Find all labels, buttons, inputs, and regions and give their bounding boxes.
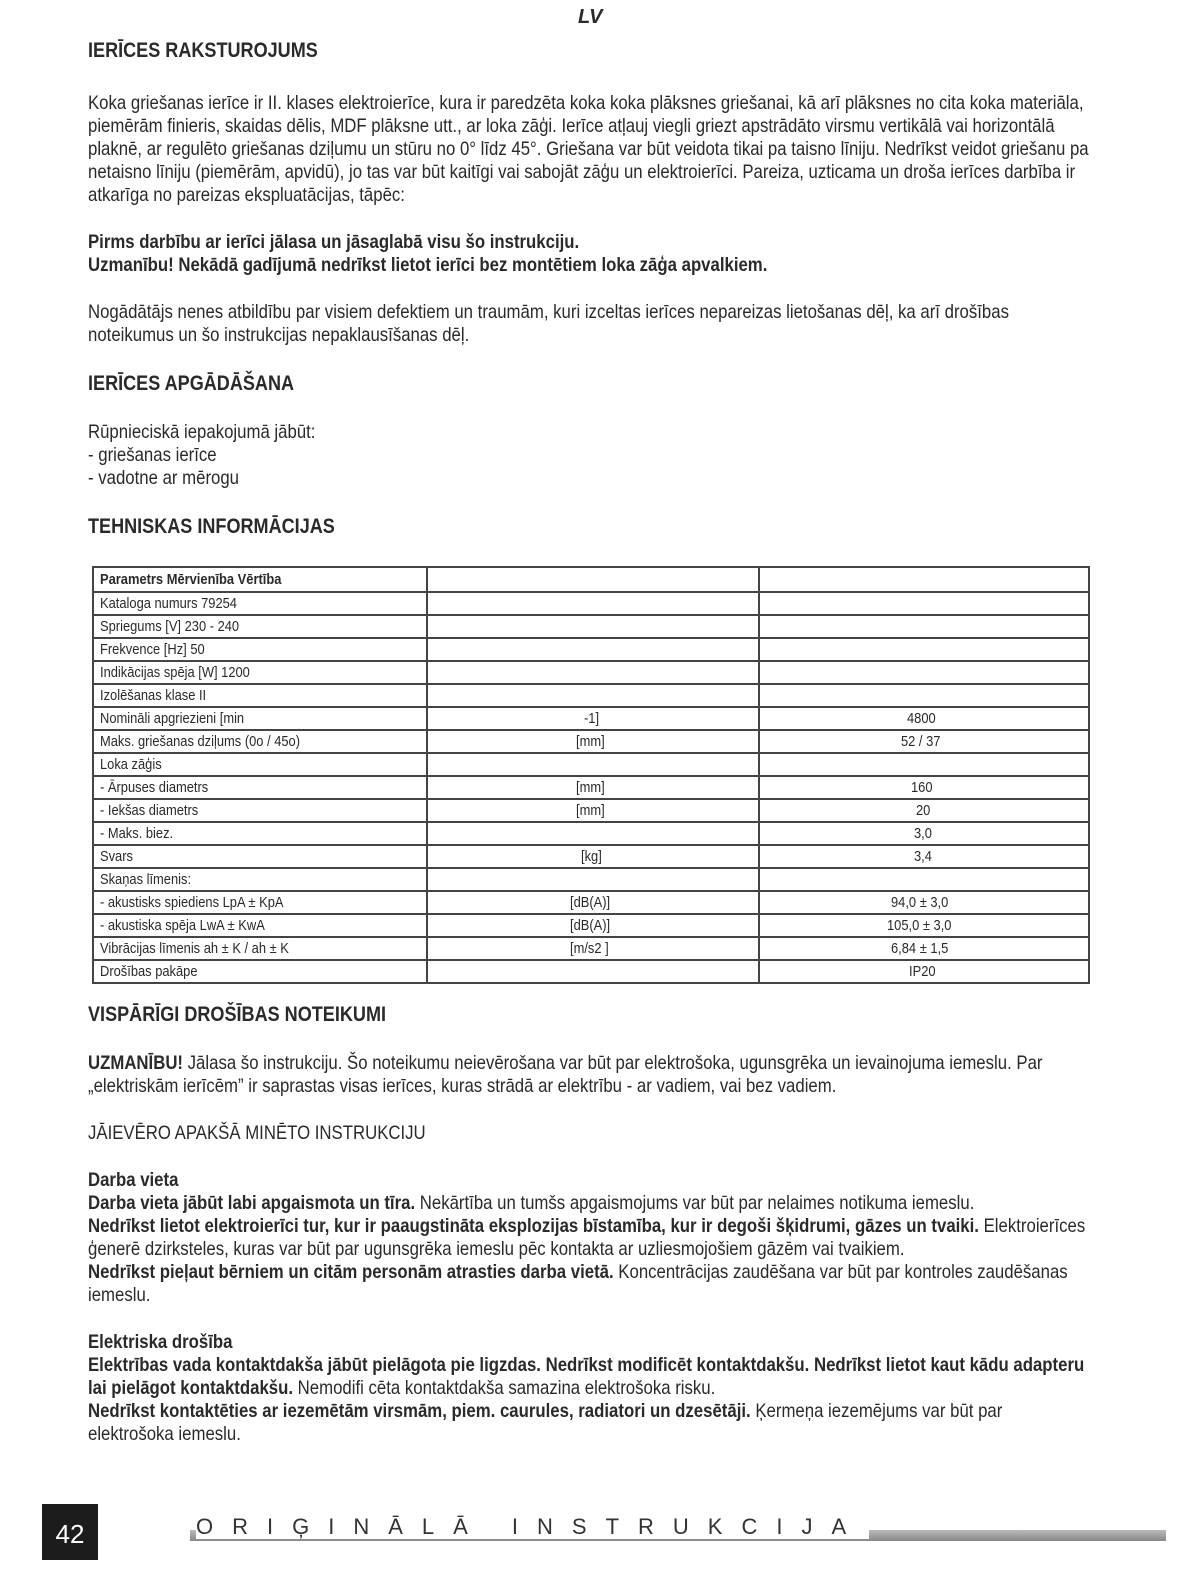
paragraph-liability: Nogādātājs nenes atbildību par visiem defektiem un traumām, kuri izceltas ierīces nepareizas lietošanas dēļ, ka arī drošības noteikumus un šo instrukcijas nepaklausīšanas dēļ. xyxy=(88,301,1009,346)
content-safety xyxy=(88,1002,1092,1446)
table-row xyxy=(93,638,1089,661)
table-row xyxy=(93,684,1089,707)
table-cell xyxy=(427,753,759,776)
table-cell: Spriegums [V] 230 - 240 xyxy=(93,615,427,638)
table-cell: [dB(A)] xyxy=(427,914,759,937)
subheading-workspace: Darba vieta xyxy=(88,1169,179,1191)
table-row xyxy=(93,822,1089,845)
paragraph-warning: UZMANĪBU! Jālasa šo instrukciju. Šo noteikumu neievērošana var būt par elektrošoka, ugunsgrēka un ievainojuma iemeslu. Par „elektriskām ierīcēm” ir saprastas visas ierīces, kuras strādā ar elektrību - ar vadiem, vai bez vadiem. xyxy=(88,1052,1043,1097)
table-cell: Frekvence [Hz] 50 xyxy=(93,638,427,661)
table-row xyxy=(93,776,1089,799)
table-cell xyxy=(759,592,1089,615)
table-cell: [dB(A)] xyxy=(427,891,759,914)
paragraph-workspace-1: Darba vieta jābūt labi apgaismota un tīra. Nekārtība un tumšs apgaismojums var būt par nelaimes notikuma iemeslu. xyxy=(88,1192,975,1214)
paragraph-workspace-3: Nedrīkst pieļaut bērniem un citām personām atrasties darba vietā. Koncentrācijas zaudēšana var būt par kontroles zaudēšanas iemeslu. xyxy=(88,1261,1068,1306)
paragraph-electrical-2: Nedrīkst kontaktēties ar iezemētām virsmām, piem. caurules, radiatori un dzesētāji. Ķermeņa iezemējums var būt par elektrošoka iemeslu. xyxy=(88,1400,1003,1445)
table-cell xyxy=(427,684,759,707)
table-cell: 4800 xyxy=(759,707,1089,730)
table-cell: 94,0 ± 3,0 xyxy=(759,891,1089,914)
table-cell xyxy=(759,684,1089,707)
table-header-cell: Parametrs Mērvienība Vērtība xyxy=(93,567,427,592)
table-cell xyxy=(427,615,759,638)
table-cell: Kataloga numurs 79254 xyxy=(93,592,427,615)
table-row xyxy=(93,615,1089,638)
table-cell: Skaņas līmenis: xyxy=(93,868,427,891)
table-cell: [mm] xyxy=(427,776,759,799)
table-header-cell xyxy=(427,567,759,592)
paragraph-description: Koka griešanas ierīce ir II. klases elektroierīce, kura ir paredzēta koka koka plāksnes griešanai, kā arī plāksnes no cita koka materiāla, piemērām finieris, skaidas dēlis, MDF plāksne utt., ar loka zāģi. Ierīce atļauj viegli griezt apstrādāto virsmu vertikālā vai horizontālā plaknē, ar regulēto griešanas dziļumu un stūru no 0° līdz 45°. Griešana var būt veidota tikai pa taisno līniju. Nedrīkst veidot griešanu pa netaisno līniju (piemērām, apvidū), jo tas var būt kaitīgi vai sabojāt zāģu un elektroierīci. Pareiza, uzticama un droša ierīces darbība ir atkarīga no pareizas ekspluatācijas, tāpēc: xyxy=(88,92,1089,206)
table-cell: [mm] xyxy=(427,730,759,753)
table-cell: Izolēšanas klase II xyxy=(93,684,427,707)
table-cell xyxy=(759,661,1089,684)
table-cell: [m/s2 ] xyxy=(427,937,759,960)
table-cell xyxy=(427,661,759,684)
page-number: 42 xyxy=(42,1504,98,1560)
table-row xyxy=(93,937,1089,960)
subheading-electrical: Elektriska drošība xyxy=(88,1331,233,1353)
table-row xyxy=(93,592,1089,615)
table-row xyxy=(93,960,1089,983)
follow-instruction: JĀIEVĒRO APAKŠĀ MINĒTO INSTRUKCIJU xyxy=(88,1122,426,1144)
table-cell xyxy=(759,753,1089,776)
table-cell: Drošības pakāpe xyxy=(93,960,427,983)
table-cell: 3,0 xyxy=(759,822,1089,845)
table-cell: 3,4 xyxy=(759,845,1089,868)
supply-intro: Rūpnieciskā iepakojumā jābūt: xyxy=(88,421,316,443)
table-header-cell xyxy=(759,567,1089,592)
table-row xyxy=(93,845,1089,868)
table-cell: Loka zāģis xyxy=(93,753,427,776)
table-row xyxy=(93,868,1089,891)
table-cell: Vibrācijas līmenis ah ± K / ah ± K xyxy=(93,937,427,960)
technical-table xyxy=(92,566,1090,984)
table-cell xyxy=(759,638,1089,661)
table-cell: 20 xyxy=(759,799,1089,822)
table-cell: 160 xyxy=(759,776,1089,799)
table-row xyxy=(93,799,1089,822)
table-cell: IP20 xyxy=(759,960,1089,983)
table-cell: - akustiska spēja LwA ± KwA xyxy=(93,914,427,937)
table-cell xyxy=(427,592,759,615)
table-cell: - akustisks spiediens LpA ± KpA xyxy=(93,891,427,914)
supply-list xyxy=(88,421,1090,490)
table-cell: [kg] xyxy=(427,845,759,868)
bold-notice-read: Pirms darbību ar ierīci jālasa un jāsaglabā visu šo instrukciju. xyxy=(88,231,580,253)
section-title-technical: TEHNISKAS INFORMĀCIJAS xyxy=(88,515,335,538)
language-code: LV xyxy=(578,6,603,28)
section-title-characteristics: IERĪCES RAKSTUROJUMS xyxy=(88,39,318,62)
table-cell xyxy=(759,868,1089,891)
table-cell: - Maks. biez. xyxy=(93,822,427,845)
table-cell: Indikācijas spēja [W] 1200 xyxy=(93,661,427,684)
table-cell: Svars xyxy=(93,845,427,868)
paragraph-workspace-2: Nedrīkst lietot elektroierīci tur, kur ir paaugstināta eksplozijas bīstamība, kur ir degoši šķidrumi, gāzes un tvaiki. Elektroierīces ģenerē dzirksteles, kuras var būt par ugunsgrēka iemeslu pēc kontakta ar uzliesmojošiem gāzēm vai tvaikiem. xyxy=(88,1215,1086,1260)
table-cell: 6,84 ± 1,5 xyxy=(759,937,1089,960)
table-row xyxy=(93,891,1089,914)
table-row xyxy=(93,753,1089,776)
table-cell: -1] xyxy=(427,707,759,730)
bold-notice-warning: Uzmanību! Nekādā gadījumā nedrīkst lietot ierīci bez montētiem loka zāģa apvalkiem. xyxy=(88,254,768,276)
table-cell: 52 / 37 xyxy=(759,730,1089,753)
footer-title: ORIĢINĀLĀ INSTRUKCIJA xyxy=(196,1514,869,1540)
table-cell: [mm] xyxy=(427,799,759,822)
table-cell xyxy=(427,638,759,661)
table-row xyxy=(93,707,1089,730)
table-row xyxy=(93,914,1089,937)
list-item: - griešanas ierīce xyxy=(88,444,217,466)
table-cell xyxy=(427,822,759,845)
content-top xyxy=(88,38,1092,540)
table-row xyxy=(93,730,1089,753)
table-row xyxy=(93,661,1089,684)
paragraph-electrical-1: Elektrības vada kontaktdakša jābūt pielāgota pie ligzdas. Nedrīkst modificēt kontaktdakšu. Nedrīkst lietot kaut kādu adapteru lai pielāgot kontaktdakšu. Nemodifi cēta kontaktdakša samazina elektrošoka risku. xyxy=(88,1354,1085,1399)
table-cell: - Ārpuses diametrs xyxy=(93,776,427,799)
table-cell: Nomināli apgriezieni [min xyxy=(93,707,427,730)
section-title-supply: IERĪCES APGĀDĀŠANA xyxy=(88,372,295,395)
table-cell xyxy=(427,868,759,891)
table-cell: 105,0 ± 3,0 xyxy=(759,914,1089,937)
table-cell xyxy=(427,960,759,983)
section-title-safety: VISPĀRĪGI DROŠĪBAS NOTEIKUMI xyxy=(88,1003,387,1026)
list-item: - vadotne ar mērogu xyxy=(88,467,240,489)
table-header-row xyxy=(93,567,1089,592)
table-cell: - Iekšas diametrs xyxy=(93,799,427,822)
table-cell xyxy=(759,615,1089,638)
table-cell: Maks. griešanas dziļums (0o / 45o) xyxy=(93,730,427,753)
